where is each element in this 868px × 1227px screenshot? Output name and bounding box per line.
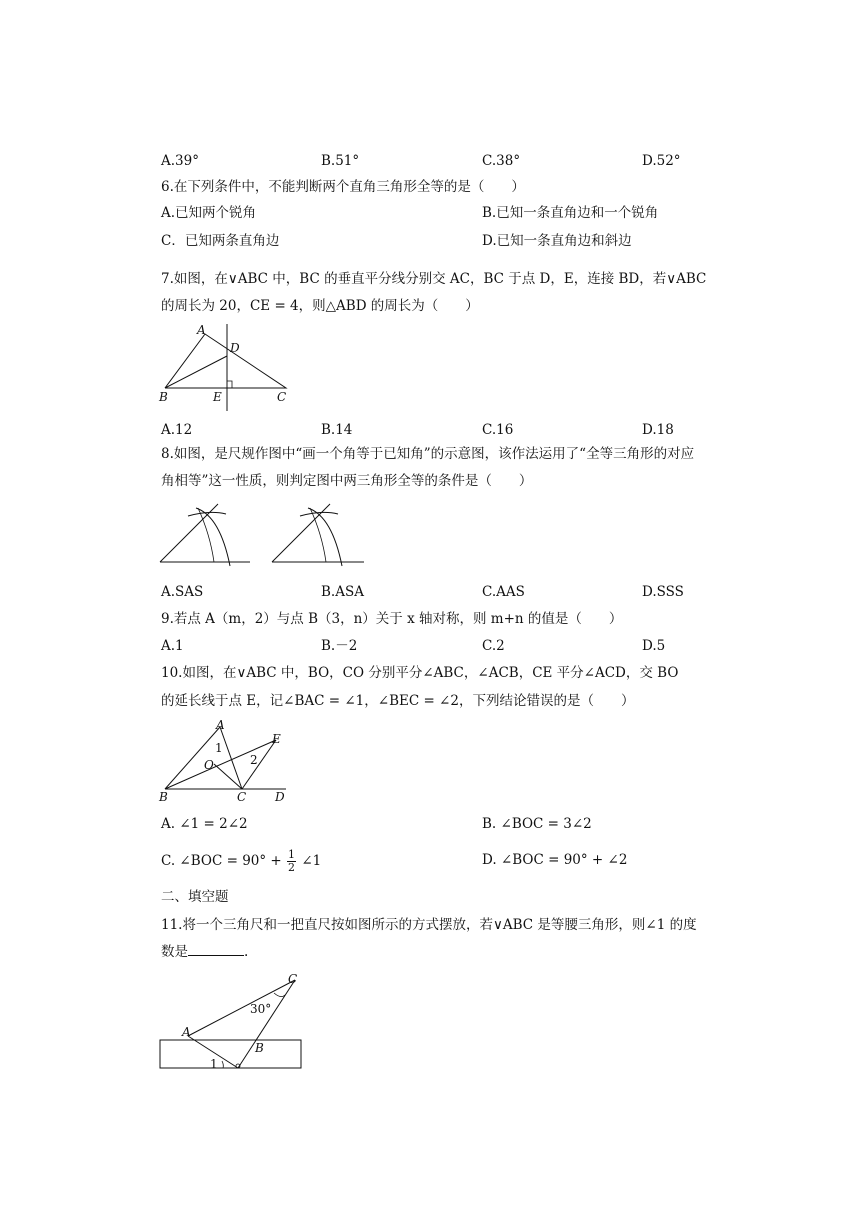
q10-label-d: D (275, 790, 285, 804)
q7-label-a: A (197, 323, 206, 337)
q9-option-c: C.2 (482, 638, 505, 654)
q11-answer-blank (188, 943, 244, 956)
q7-option-a: A.12 (161, 422, 193, 438)
q11-stem-line2-prefix: 数是 (161, 944, 188, 960)
q8-stem-line2: 角相等”这一性质，则判定图中两三角形全等的条件是（ ） (161, 473, 533, 489)
q6-option-d: D.已知一条直角边和斜边 (482, 233, 632, 249)
q10-label-c: C (237, 790, 247, 804)
q10-label-a: A (216, 718, 225, 732)
q11-stem-line2-suffix: . (244, 944, 249, 960)
q10-label-1: 1 (215, 741, 223, 755)
q8-stem-line1: 8.如图，是尺规作图中“画一个角等于已知角”的示意图，该作法运用了“全等三角形的对应 (161, 446, 695, 462)
q7-stem-line1: 7.如图，在∨ABC 中，BC 的垂直平分线分别交 AC，BC 于点 D，E，连接 BD，若∨ABC (161, 271, 707, 287)
q11-stem-line2 (161, 943, 248, 961)
section-title-fill-blank: 二、填空题 (161, 889, 229, 905)
q7-option-d: D.18 (642, 422, 674, 438)
q7-label-d: D (230, 341, 240, 355)
q10-option-d: D. ∠BOC = 90° + ∠2 (482, 852, 628, 868)
q6-option-c: C．已知两条直角边 (161, 233, 280, 249)
q10-option-c-suffix: ∠1 (301, 853, 322, 869)
q8-construction-figure (158, 496, 398, 576)
q7-label-b: B (159, 390, 168, 404)
q6-option-b: B.已知一条直角边和一个锐角 (482, 205, 659, 221)
q8-option-a: A.SAS (161, 584, 204, 600)
q11-label-b: B (255, 1041, 264, 1055)
q10-label-o: O (204, 758, 214, 772)
q5-option-a: A.39° (161, 153, 199, 169)
q10-option-c-denominator: 2 (288, 861, 296, 874)
q10-option-c (161, 849, 321, 874)
q6-stem: 6.在下列条件中，不能判断两个直角三角形全等的是（ ） (161, 179, 525, 195)
q8-option-b: B.ASA (321, 584, 364, 600)
q10-option-b: B. ∠BOC = 3∠2 (482, 816, 592, 832)
q11-ruler-triangle-figure (158, 966, 306, 1074)
q11-label-a: A (182, 1025, 191, 1039)
q7-option-c: C.16 (482, 422, 514, 438)
q10-stem-line2: 的延长线于点 E，记∠BAC = ∠1，∠BEC = ∠2，下列结论错误的是（ ） (161, 693, 635, 709)
q6-option-a: A.已知两个锐角 (161, 205, 257, 221)
q10-option-a: A. ∠1 = 2∠2 (161, 816, 248, 832)
q10-label-2: 2 (250, 753, 258, 767)
q11-label-c: C (288, 972, 298, 986)
q7-stem-line2: 的周长为 20，CE = 4，则△ABD 的周长为（ ） (161, 298, 479, 314)
q10-option-c-numerator: 1 (288, 848, 296, 861)
q9-option-d: D.5 (642, 638, 666, 654)
q7-label-e: E (213, 390, 222, 404)
q8-option-c: C.AAS (482, 584, 525, 600)
q10-triangle-figure (158, 718, 293, 806)
q11-label-1: 1 (210, 1057, 218, 1071)
q5-option-d: D.52° (642, 153, 681, 169)
q10-stem-line1: 10.如图，在∨ABC 中，BO，CO 分别平分∠ABC，∠ACB，CE 平分∠ACD，交 BO (161, 665, 679, 681)
q7-triangle-figure (155, 320, 295, 415)
q11-stem-line1: 11.将一个三角尺和一把直尺按如图所示的方式摆放，若∨ABC 是等腰三角形，则∠1 的度 (161, 917, 697, 933)
q7-label-c: C (277, 390, 287, 404)
q11-label-30deg: 30° (250, 1002, 272, 1016)
q10-label-b: B (159, 790, 168, 804)
q9-stem: 9.若点 A（m，2）与点 B（3，n）关于 x 轴对称，则 m+n 的值是（ ） (161, 611, 623, 627)
q5-option-c: C.38° (482, 153, 521, 169)
q9-option-a: A.1 (161, 638, 184, 654)
q10-option-c-prefix: C. ∠BOC = 90° + (161, 853, 282, 869)
q10-label-e: E (272, 732, 281, 746)
q7-option-b: B.14 (321, 422, 353, 438)
q8-option-d: D.SSS (642, 584, 684, 600)
q5-option-b: B.51° (321, 153, 360, 169)
q9-option-b: B.－2 (321, 638, 358, 654)
q10-option-c-fraction (287, 849, 296, 874)
